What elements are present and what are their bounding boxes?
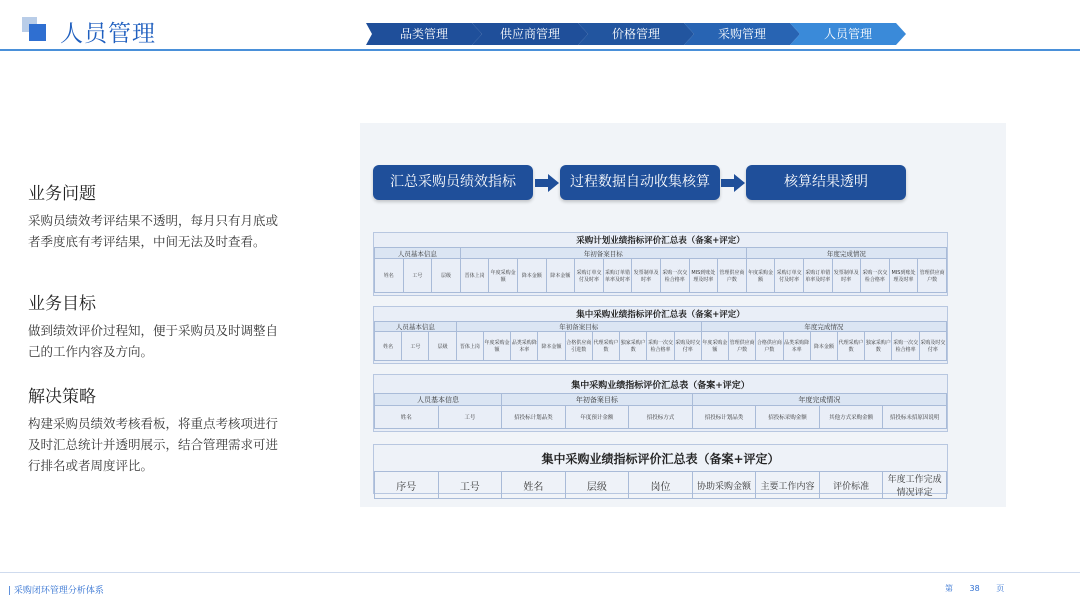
table-header-cell: 姓名 xyxy=(375,332,402,361)
table-header-cell: 层级 xyxy=(565,472,629,499)
table-header-cell: 采购订单交付及时率 xyxy=(775,259,804,293)
table-header-cell: 降本金额 xyxy=(538,332,565,361)
section-heading: 业务问题 xyxy=(28,184,96,204)
table-header-cell: 年度采购金额 xyxy=(483,332,510,361)
table-header-cell: 其他方式采购金额 xyxy=(819,406,883,429)
table-header-cell: 独家采购户数 xyxy=(865,332,892,361)
table-header-cell: 招投标未招原因说明 xyxy=(883,406,947,429)
table-header-cell: 采购订单交付及时率 xyxy=(575,259,604,293)
section-strategy xyxy=(28,382,288,476)
table-header-cell: 发票制单及时率 xyxy=(632,259,661,293)
table-group: 年度完成情况 xyxy=(701,322,946,332)
flow-step-1: 汇总采购员绩效指标 xyxy=(373,165,533,200)
table-header-cell: 晋体上岗 xyxy=(460,259,489,293)
table-central-performance-b xyxy=(373,374,948,432)
table-group: 年初备案目标 xyxy=(502,394,693,406)
table-header-cell: 招投标采购金额 xyxy=(756,406,820,429)
table-group: 人员基本信息 xyxy=(375,322,457,332)
table-header-cell: 层级 xyxy=(429,332,456,361)
table-group: 年度完成情况 xyxy=(692,394,946,406)
footer-label: | 采购闭环管理分析体系 xyxy=(8,586,104,596)
table-header-cell: 招投标计划品类 xyxy=(502,406,566,429)
table-header-cell: 发票制单及时率 xyxy=(832,259,861,293)
table-plan-performance xyxy=(373,232,948,296)
nav-item-price[interactable]: 价格管理 xyxy=(578,23,694,45)
flow-arrow-icon xyxy=(721,174,745,192)
table-header-cell: MIS到账处理及时率 xyxy=(689,259,718,293)
table-header-cell: 管理供应商户数 xyxy=(918,259,947,293)
table-header-cell: 姓名 xyxy=(375,259,404,293)
table-header-cell: 工号 xyxy=(403,259,432,293)
table-title: 采购计划业绩指标评价汇总表（备案+评定） xyxy=(576,236,745,246)
table-header-cell: 姓名 xyxy=(375,406,439,429)
table-header-cell: 采购订单错单率及时率 xyxy=(603,259,632,293)
table-header-cell: 管理供应商户数 xyxy=(729,332,756,361)
table-header-cell: 姓名 xyxy=(502,472,566,499)
page-title: 人员管理 xyxy=(60,21,156,47)
table-group: 年度完成情况 xyxy=(746,248,946,259)
section-heading: 业务目标 xyxy=(28,294,96,314)
table-header-cell: 晋体上岗 xyxy=(456,332,483,361)
section-goal xyxy=(28,289,288,362)
table-header-cell: 采购及时交付率 xyxy=(674,332,701,361)
nav-item-supplier[interactable]: 供应商管理 xyxy=(472,23,588,45)
table-header-cell: 代理采购户数 xyxy=(837,332,864,361)
footer-divider xyxy=(0,572,1080,573)
table-header-cell: 层级 xyxy=(432,259,461,293)
table-header-cell: 品类采购降本率 xyxy=(783,332,810,361)
table-header-cell: 采购订单错单率及时率 xyxy=(803,259,832,293)
table-header-cell: 采购一次交检合格率 xyxy=(892,332,919,361)
table-title: 集中采购业绩指标评价汇总表（备案+评定） xyxy=(576,310,745,320)
logo-icon xyxy=(22,17,48,43)
table-title: 集中采购业绩指标评价汇总表（备案+评定） xyxy=(541,451,780,466)
table-header-cell: 代理采购户数 xyxy=(592,332,619,361)
nav-bar xyxy=(366,23,906,45)
table-header-cell: 降本金额 xyxy=(810,332,837,361)
section-body: 采购员绩效考评结果不透明，每月只有月底或者季度底有考评结果，中间无法及时查看。 xyxy=(28,213,279,249)
section-problem xyxy=(28,179,288,252)
table-header-cell: 序号 xyxy=(375,472,439,499)
table-header-cell: 降本金额 xyxy=(517,259,546,293)
table-header-cell: 主要工作内容 xyxy=(756,472,820,499)
header-divider xyxy=(0,49,1080,51)
flow-step-2: 过程数据自动收集核算 xyxy=(560,165,720,200)
table-header-cell: 品类采购降本率 xyxy=(511,332,538,361)
table-group: 人员基本信息 xyxy=(375,248,461,259)
table-header-cell: 年度预计金额 xyxy=(565,406,629,429)
table-header-cell: 招投标计划品类 xyxy=(692,406,756,429)
table-title: 集中采购业绩指标评价汇总表（备案+评定） xyxy=(571,380,750,391)
nav-item-category[interactable]: 品类管理 xyxy=(366,23,482,45)
nav-item-personnel[interactable]: 人员管理 xyxy=(790,23,906,45)
nav-item-purchase[interactable]: 采购管理 xyxy=(684,23,800,45)
table-header-cell: 招投标方式 xyxy=(629,406,693,429)
table-group: 年初备案目标 xyxy=(456,322,701,332)
table-header-cell: 岗位 xyxy=(629,472,693,499)
flow-step-3: 核算结果透明 xyxy=(746,165,906,200)
table-header-cell: 年度采购金额 xyxy=(746,259,775,293)
page-number: 第 38 页 xyxy=(945,584,1005,593)
table-header-cell: 独家采购户数 xyxy=(620,332,647,361)
table-central-performance-a xyxy=(373,306,948,364)
table-header-cell: 年度采购金额 xyxy=(489,259,518,293)
table-header-cell: 合格供应商引进数 xyxy=(565,332,592,361)
table-header-cell: 工号 xyxy=(402,332,429,361)
section-body: 构建采购员绩效考核看板，将重点考核项进行及时汇总统计并透明展示，结合管理需求可进行排名或者周度评比。 xyxy=(28,416,279,473)
table-header-cell: MIS到账处理及时率 xyxy=(889,259,918,293)
table-header-cell: 降本金额 xyxy=(546,259,575,293)
table-header-cell: 合格供应商户数 xyxy=(756,332,783,361)
table-central-performance-c xyxy=(373,444,948,498)
section-heading: 解决策略 xyxy=(28,387,96,407)
flow-arrow-icon xyxy=(535,174,559,192)
table-header-cell: 评价标准 xyxy=(819,472,883,499)
table-header-cell: 管理供应商户数 xyxy=(718,259,747,293)
table-header-cell: 工号 xyxy=(438,406,502,429)
table-header-cell: 采购一次交检合格率 xyxy=(660,259,689,293)
table-header-cell: 年度采购金额 xyxy=(701,332,728,361)
section-body: 做到绩效评价过程知，便于采购员及时调整自己的工作内容及方向。 xyxy=(28,323,279,359)
table-group: 人员基本信息 xyxy=(375,394,502,406)
table-header-cell: 采购一次交检合格率 xyxy=(861,259,890,293)
table-group: 年初备案目标 xyxy=(460,248,746,259)
table-header-cell: 采购一次交检合格率 xyxy=(647,332,674,361)
table-header-cell: 年度工作完成情况评定 xyxy=(883,472,947,499)
table-header-cell: 协助采购金额 xyxy=(692,472,756,499)
table-header-cell: 采购及时交付率 xyxy=(919,332,946,361)
table-header-cell: 工号 xyxy=(438,472,502,499)
